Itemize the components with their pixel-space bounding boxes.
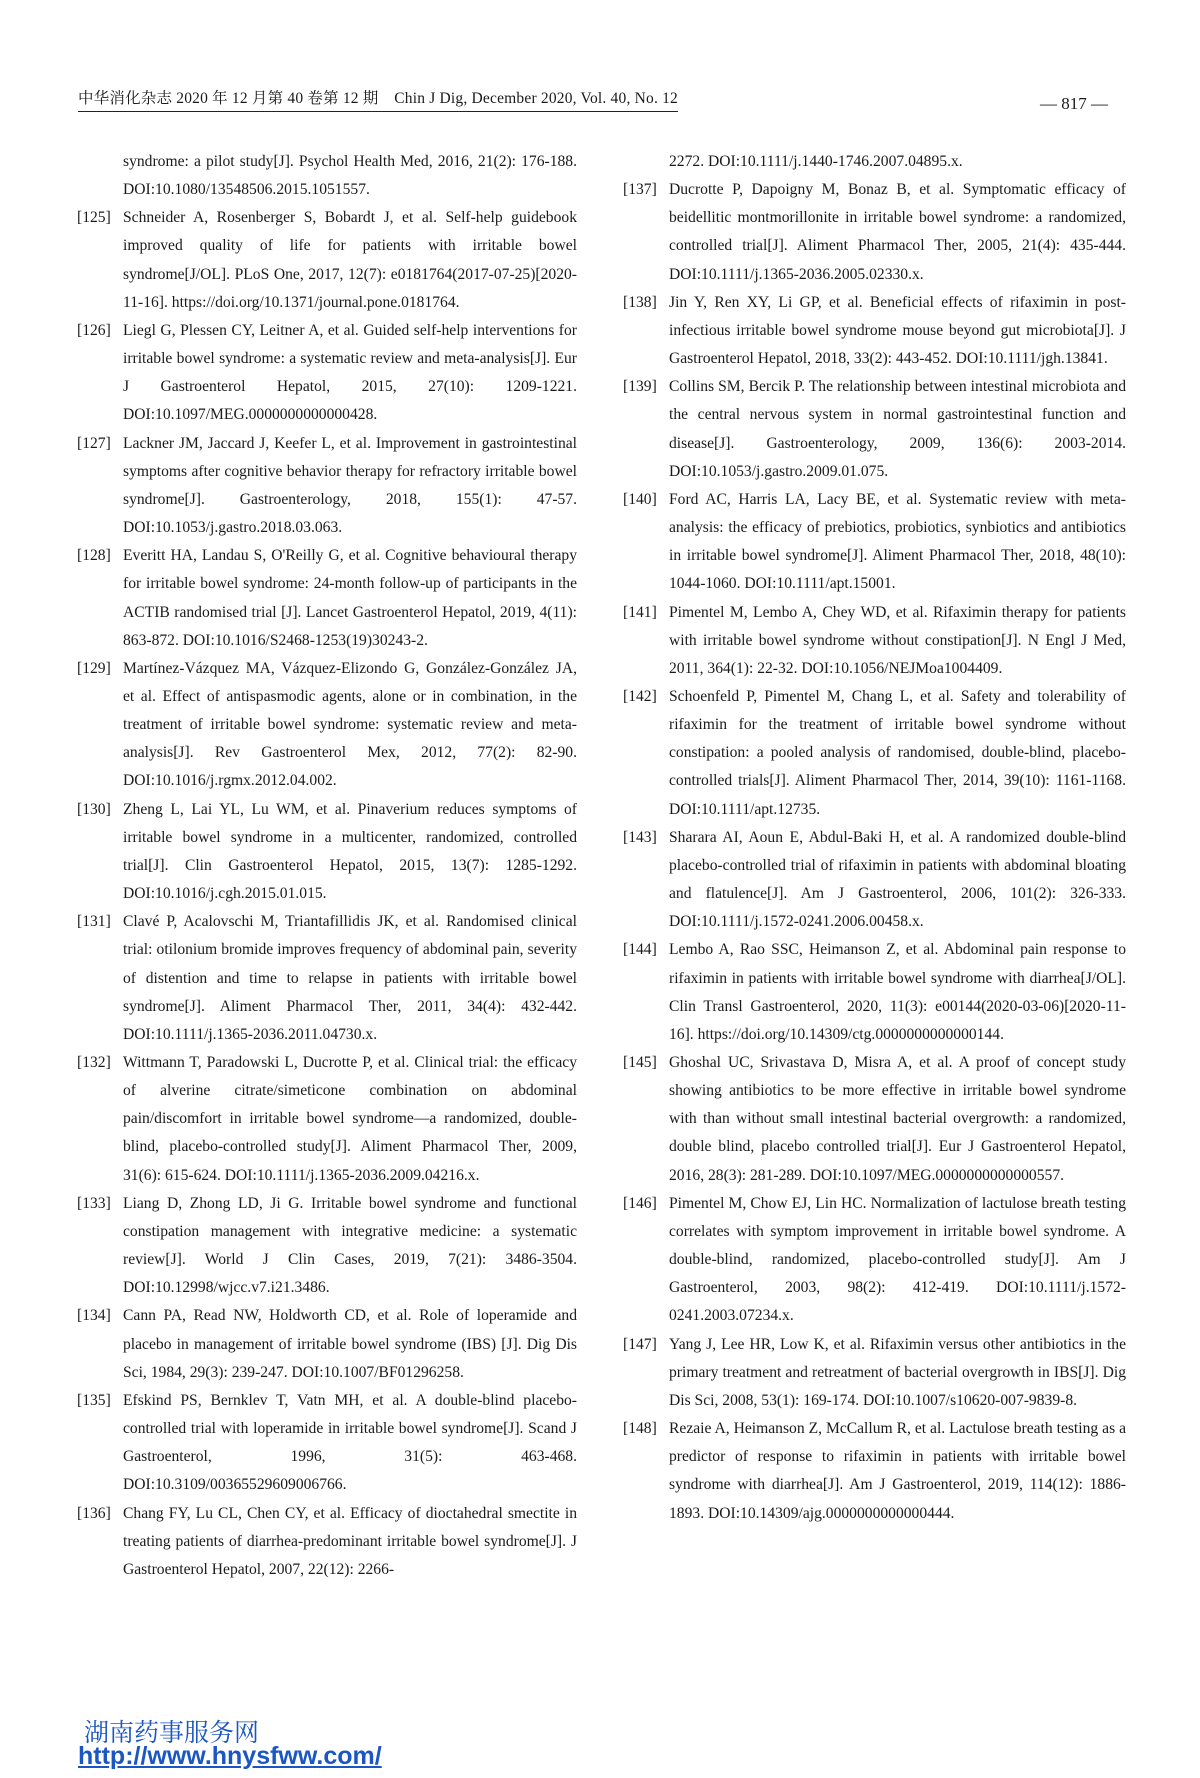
reference-item bbox=[623, 1415, 1126, 1528]
reference-list bbox=[77, 204, 577, 1584]
reference-item bbox=[77, 908, 577, 1049]
reference-text: Pimentel M, Lembo A, Chey WD, et al. Rifaximin therapy for patients with irritable bowel syndrome without constipation[J]. N Engl J Med, 2011, 364(1): 22-32. DOI:10.1056/NEJMoa1004409. bbox=[669, 603, 1126, 677]
reference-number: [136] bbox=[77, 1504, 111, 1522]
reference-item bbox=[77, 1500, 577, 1584]
reference-text: Schoenfeld P, Pimentel M, Chang L, et al. Safety and tolerability of rifaximin for the treatment of irritable bowel syndrome without constipation: a pooled analysis of randomised, double-blind, placebo-controlled trials[J]. Aliment Pharmacol Ther, 2014, 39(10): 1161-1168. DOI:10.1111/apt.12735. bbox=[669, 687, 1126, 818]
reference-number: [147] bbox=[623, 1335, 657, 1353]
reference-item bbox=[623, 289, 1126, 373]
reference-item bbox=[623, 1331, 1126, 1415]
reference-number: [143] bbox=[623, 828, 657, 846]
reference-number: [148] bbox=[623, 1420, 657, 1438]
reference-item bbox=[77, 1190, 577, 1303]
reference-number: [144] bbox=[623, 941, 657, 959]
reference-text: Everitt HA, Landau S, O'Reilly G, et al. Cognitive behavioural therapy for irritable bowel syndrome: 24-month follow-up of participants in the ACTIB randomised trial [J]. Lancet Gastroenterol Hepatol, 2019, 4(11): 863-872. DOI:10.1016/S2468-1253(19)30243-2. bbox=[123, 547, 577, 649]
left-reference-column bbox=[77, 148, 577, 1584]
reference-number: [125] bbox=[77, 209, 111, 227]
reference-text: Zheng L, Lai YL, Lu WM, et al. Pinaverium reduces symptoms of irritable bowel syndrome in a multicenter, randomized, controlled trial[J]. Clin Gastroenterol Hepatol, 2015, 13(7): 1285-1292. DOI:10.1016/j.cgh.2015.01.015. bbox=[123, 800, 577, 903]
reference-number: [127] bbox=[77, 434, 111, 452]
reference-number: [132] bbox=[77, 1054, 111, 1071]
reference-text: Schneider A, Rosenberger S, Bobardt J, et al. Self-help guidebook improved quality of life for patients with irritable bowel syndrome[J/OL]. PLoS One, 2017, 12(7): e0181764(2017-07-25)[2020-11-16]. https://doi.org/10.1371/journal.pone.0181764. bbox=[123, 209, 577, 311]
reference-item bbox=[77, 1387, 577, 1500]
reference-text: Cann PA, Read NW, Holdworth CD, et al. Role of loperamide and placebo in management of irritable bowel syndrome (IBS) [J]. Dig Dis Sci, 1984, 29(3): 239-247. DOI:10.1007/BF01296258. bbox=[123, 1307, 577, 1381]
reference-item bbox=[623, 486, 1126, 599]
reference-text: Liegl G, Plessen CY, Leitner A, et al. Guided self-help interventions for irritable bowel syndrome: a systematic review and meta-analysis[J]. Eur J Gastroenterol Hepatol, 2015, 27(10): 1209-1221. DOI:10.1097/MEG.0000000000000428. bbox=[123, 321, 577, 424]
reference-text: Ghoshal UC, Srivastava D, Misra A, et al. A proof of concept study showing antibiotics to be more effective in irritable bowel syndrome with than without small intestinal bacterial overgrowth: a randomized, double blind, placebo controlled trial[J]. Eur J Gastroenterol Hepatol, 2016, 28(3): 281-289. DOI:10.1097/MEG.0000000000000557. bbox=[669, 1054, 1126, 1184]
reference-text: Jin Y, Ren XY, Li GP, et al. Beneficial effects of rifaximin in post-infectious irritable bowel syndrome mouse beyond gut microbiota[J]. J Gastroenterol Hepatol, 2018, 33(2): 443-452. DOI:10.1111/jgh.13841. bbox=[669, 293, 1126, 368]
reference-number: [137] bbox=[623, 181, 657, 199]
reference-number: [134] bbox=[77, 1307, 111, 1325]
reference-text: Wittmann T, Paradowski L, Ducrotte P, et al. Clinical trial: the efficacy of alverine citrate/simeticone combination on abdominal pain/discomfort in irritable bowel syndrome—a randomized, double-blind, placebo-controlled study[J]. Aliment Pharmacol Ther, 2009, 31(6): 615-624. DOI:10.1111/j.1365-2036.2009.04216.x. bbox=[123, 1054, 577, 1184]
reference-item bbox=[77, 655, 577, 796]
reference-text: Chang FY, Lu CL, Chen CY, et al. Efficacy of dioctahedral smectite in treating patients of diarrhea-predominant irritable bowel syndrome[J]. J Gastroenterol Hepatol, 2007, 22(12): 2266- bbox=[123, 1504, 577, 1578]
reference-item bbox=[77, 430, 577, 543]
reference-number: [135] bbox=[77, 1391, 111, 1409]
reference-text: Liang D, Zhong LD, Ji G. Irritable bowel syndrome and functional constipation management with integrative medicine: a systematic review[J]. World J Clin Cases, 2019, 7(21): 3486-3504. DOI:10.12998/wjcc.v7.i21.3486. bbox=[123, 1194, 577, 1297]
reference-text: Martínez-Vázquez MA, Vázquez-Elizondo G, González-González JA, et al. Effect of antispasmodic agents, alone or in combination, in the treatment of irritable bowel syndrome: systematic review and meta-analysis[J]. Rev Gastroenterol Mex, 2012, 77(2): 82-90. DOI:10.1016/j.rgmx.2012.04.002. bbox=[123, 659, 577, 790]
reference-number: [126] bbox=[77, 321, 111, 339]
reference-number: [141] bbox=[623, 603, 657, 621]
reference-text: Pimentel M, Chow EJ, Lin HC. Normalization of lactulose breath testing correlates with symptom improvement in irritable bowel syndrome. A double-blind, randomized, placebo-controlled study[J]. Am J Gastroenterol, 2003, 98(2): 412-419. DOI:10.1111/j.1572-0241.2003.07234.x. bbox=[669, 1194, 1126, 1325]
reference-item bbox=[77, 542, 577, 655]
reference-item bbox=[623, 599, 1126, 683]
reference-number: [129] bbox=[77, 659, 111, 677]
reference-number: [138] bbox=[623, 293, 657, 311]
reference-text: Ford AC, Harris LA, Lacy BE, et al. Systematic review with meta-analysis: the efficacy of prebiotics, probiotics, synbiotics and antibiotics in irritable bowel syndrome[J]. Aliment Pharmacol Ther, 2018, 48(10): 1044-1060. DOI:10.1111/apt.15001. bbox=[669, 490, 1126, 593]
reference-number: [133] bbox=[77, 1194, 111, 1212]
right-reference-column bbox=[623, 148, 1126, 1528]
reference-number: [131] bbox=[77, 913, 111, 931]
reference-item bbox=[77, 796, 577, 909]
reference-item bbox=[623, 176, 1126, 289]
reference-number: [145] bbox=[623, 1054, 657, 1071]
reference-number: [128] bbox=[77, 547, 111, 565]
reference-number: [130] bbox=[77, 800, 111, 818]
reference-item bbox=[623, 1049, 1126, 1190]
reference-number: [146] bbox=[623, 1194, 657, 1212]
reference-number: [139] bbox=[623, 378, 657, 396]
watermark-site-link[interactable]: http://www.hnysfww.com/ bbox=[78, 1742, 382, 1770]
reference-text: Lackner JM, Jaccard J, Keefer L, et al. Improvement in gastrointestinal symptoms after cognitive behavior therapy for refractory irritable bowel syndrome[J]. Gastroenterology, 2018, 155(1): 47-57. DOI:10.1053/j.gastro.2018.03.063. bbox=[123, 434, 577, 537]
reference-text: Rezaie A, Heimanson Z, McCallum R, et al. Lactulose breath testing as a predictor of response to rifaximin in patients with irritable bowel syndrome with diarrhea[J]. Am J Gastroenterol, 2019, 114(12): 1886-1893. DOI:10.14309/ajg.0000000000000444. bbox=[669, 1420, 1126, 1522]
reference-item bbox=[77, 317, 577, 430]
reference-item bbox=[77, 204, 577, 317]
page-number: — 817 — bbox=[1040, 94, 1108, 113]
reference-item bbox=[623, 824, 1126, 937]
reference-continuation: 2272. DOI:10.1111/j.1440-1746.2007.04895.x. bbox=[669, 153, 963, 170]
reference-item bbox=[623, 936, 1126, 1049]
reference-item bbox=[623, 373, 1126, 486]
reference-number: [142] bbox=[623, 687, 657, 705]
watermark-site-name: 湖南药事服务网 bbox=[84, 1718, 260, 1747]
reference-item bbox=[77, 1302, 577, 1386]
reference-continuation: syndrome: a pilot study[J]. Psychol Health Med, 2016, 21(2): 176-188. DOI:10.1080/13548506.2015.1051557. bbox=[123, 153, 577, 199]
reference-text: Sharara AI, Aoun E, Abdul-Baki H, et al. A randomized double-blind placebo-controlled trial of rifaximin in patients with abdominal bloating and flatulence[J]. Am J Gastroenterol, 2006, 101(2): 326-333. DOI:10.1111/j.1572-0241.2006.00458.x. bbox=[669, 828, 1126, 931]
reference-text: Clavé P, Acalovschi M, Triantafillidis JK, et al. Randomised clinical trial: otilonium bromide improves frequency of abdominal pain, severity of distention and time to relapse in patients with irritable bowel syndrome[J]. Aliment Pharmacol Ther, 2011, 34(4): 432-442. DOI:10.1111/j.1365-2036.2011.04730.x. bbox=[123, 913, 577, 1043]
reference-number: [140] bbox=[623, 490, 657, 508]
reference-text: Efskind PS, Bernklev T, Vatn MH, et al. A double-blind placebo-controlled trial with loperamide in irritable bowel syndrome[J]. Scand J Gastroenterol, 1996, 31(5): 463-468. DOI:10.3109/00365529609006766. bbox=[123, 1391, 577, 1494]
reference-item bbox=[623, 1190, 1126, 1331]
reference-text: Lembo A, Rao SSC, Heimanson Z, et al. Abdominal pain response to rifaximin in patients with irritable bowel syndrome with diarrhea[J/OL]. Clin Transl Gastroenterol, 2020, 11(3): e00144(2020-03-06)[2020-11-16]. https://doi.org/10.14309/ctg.0000000000000144. bbox=[669, 941, 1126, 1043]
reference-text: Yang J, Lee HR, Low K, et al. Rifaximin versus other antibiotics in the primary treatment and retreatment of bacterial overgrowth in IBS[J]. Dig Dis Sci, 2008, 53(1): 169-174. DOI:10.1007/s10620-007-9839-8. bbox=[669, 1335, 1126, 1409]
reference-item bbox=[623, 683, 1126, 824]
reference-item bbox=[77, 1049, 577, 1190]
reference-text: Collins SM, Bercik P. The relationship between intestinal microbiota and the central nervous system in normal gastrointestinal function and disease[J]. Gastroenterology, 2009, 136(6): 2003-2014. DOI:10.1053/j.gastro.2009.01.075. bbox=[669, 378, 1126, 480]
running-header: 中华消化杂志 2020 年 12 月第 40 卷第 12 期 Chin J Dig, December 2020, Vol. 40, No. 12 bbox=[78, 86, 678, 112]
reference-text: Ducrotte P, Dapoigny M, Bonaz B, et al. Symptomatic efficacy of beidellitic montmorillonite in irritable bowel syndrome: a randomized, controlled trial[J]. Aliment Pharmacol Ther, 2005, 21(4): 435-444. DOI:10.1111/j.1365-2036.2005.02330.x. bbox=[669, 181, 1126, 283]
reference-list bbox=[623, 176, 1126, 1528]
